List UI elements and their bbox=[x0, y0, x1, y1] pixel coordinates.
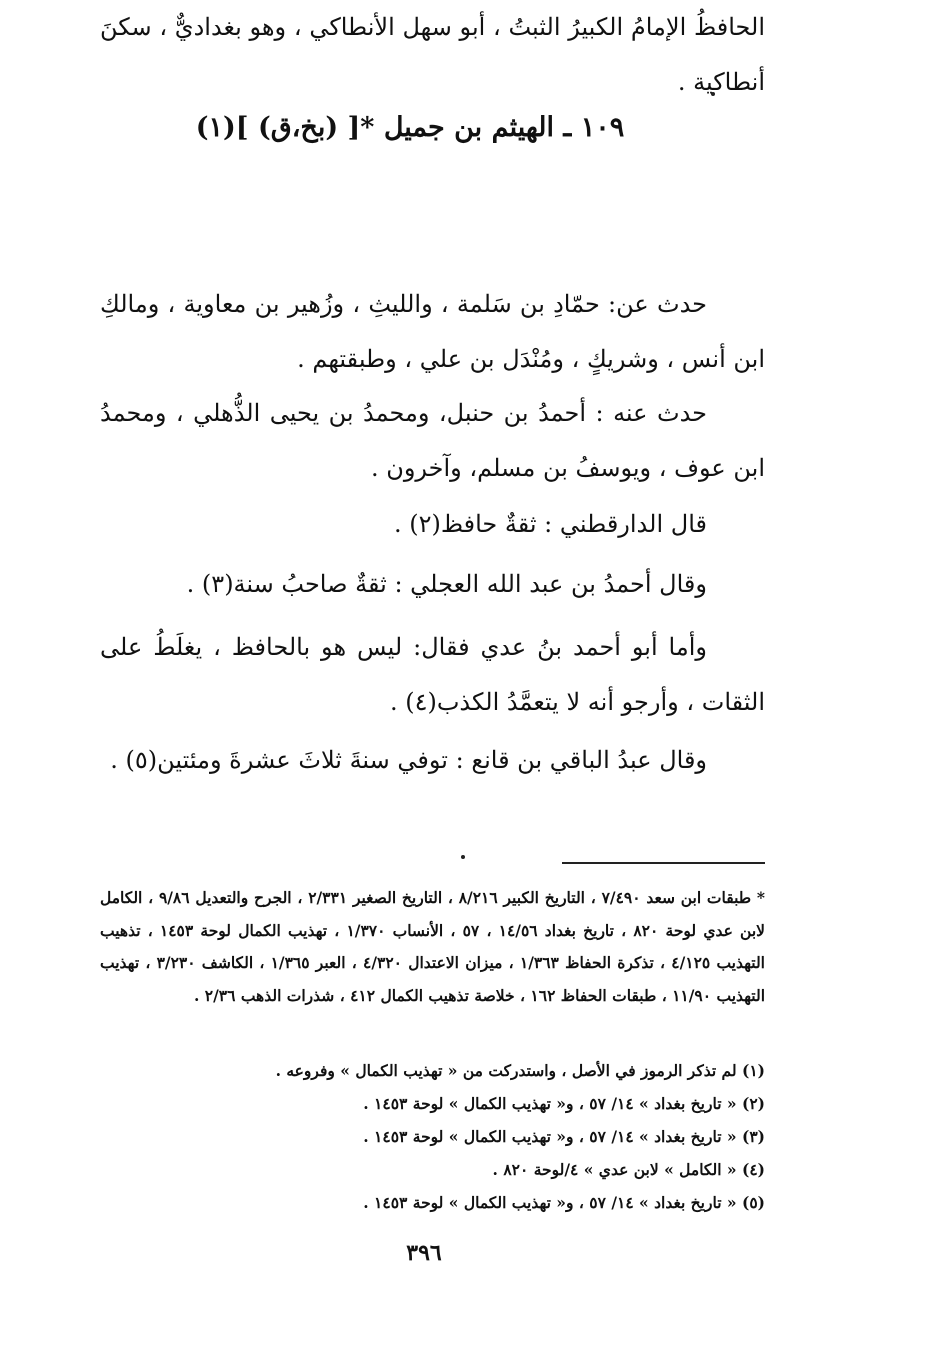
footnote-separator bbox=[562, 862, 765, 864]
footnote-3: (٣) « تاريخ بغداد » ١٤/ ٥٧ ، و« تهذيب الكمال » لوحة ١٤٥٣ . bbox=[363, 1127, 765, 1146]
narrated-from-paragraph: حدث عن: حمّادِ بن سَلمة ، والليثِ ، وزُهير بن معاوية ، ومالكِ ابن أنس ، وشريكٍ ، ومُنْدَل بن علي ، وطبقتهم . bbox=[100, 290, 765, 373]
footnote-2: (٢) « تاريخ بغداد » ١٤/ ٥٧ ، و« تهذيب الكمال » لوحة ١٤٥٣ . bbox=[363, 1094, 765, 1113]
footnote-list bbox=[100, 1054, 765, 1219]
narrated-by-paragraph: حدث عنه : أحمدُ بن حنبل، ومحمدُ بن يحيى الذُّهلي ، ومحمدُ ابن عوف ، ويوسفُ بن مسلم، وآخرون . bbox=[100, 399, 765, 482]
entry-title: ١٠٩ ـ الهيثم بن جميل *[ (بخ،ق) ](١) bbox=[195, 112, 625, 143]
quote-daraqutni: قال الدارقطني : ثقةٌ حافظ(٢) . bbox=[393, 510, 707, 538]
quote-ibn-qani: وقال عبدُ الباقي بن قانع : توفي سنةَ ثلاثَ عشرةَ ومئتين(٥) . bbox=[110, 746, 707, 774]
quote-ibn-adi: وأما أبو أحمد بنُ عدي فقال: ليس هو بالحافظ ، يغلَطُ على الثقات ، وأرجو أنه لا يتعمَّدُ الكذب(٤) . bbox=[100, 633, 765, 716]
page-number: ٣٩٦ bbox=[406, 1240, 442, 1266]
footnote-1: (١) لم تذكر الرموز في الأصل ، واستدركت من « تهذيب الكمال » وفروعه . bbox=[275, 1061, 765, 1080]
footnote-5: (٥) « تاريخ بغداد » ١٤/ ٥٧ ، و« تهذيب الكمال » لوحة ١٤٥٣ . bbox=[363, 1193, 765, 1212]
footnote-4: (٤) « الكامل » لابن عدي » ٤/لوحة ٨٢٠ . bbox=[492, 1160, 765, 1179]
footnote-sources: * طبقات ابن سعد ٧/٤٩٠ ، التاريخ الكبير ٨/٢١٦ ، التاريخ الصغير ٢/٣٣١ ، الجرح والتعديل ٩/٨٦ ، الكامل لابن عدي لوحة ٨٢٠ ، تاريخ بغداد ١٤/٥٦ ، ٥٧ ، الأنساب ١/٣٧٠ ، تهذيب الكمال لوحة ١٤٥٣ ، تذهيب التهذيب ٤/١٢٥ ، تذكرة الحفاظ ١/٣٦٣ ، ميزان الاعتدال ٤/٣٢٠ ، العبر ١/٣٦٥ ، الكاشف ٣/٢٣٠ ، تهذيب التهذيب ١١/٩٠ ، طبقات الحفاظ ١٦٢ ، خلاصة تذهيب الكمال ٤١٢ ، شذرات الذهب ٢/٣٦ . bbox=[100, 888, 765, 1005]
quote-ijli: وقال أحمدُ بن عبد الله العجلي : ثقةٌ صاحبُ سنة(٣) . bbox=[186, 570, 707, 598]
speck bbox=[461, 855, 465, 859]
entry-intro-paragraph: الحافظُ الإمامُ الكبيرُ الثبتُ ، أبو سهل الأنطاكي ، وهو بغداديٌّ ، سكنَ أنطاكية . bbox=[100, 13, 765, 96]
